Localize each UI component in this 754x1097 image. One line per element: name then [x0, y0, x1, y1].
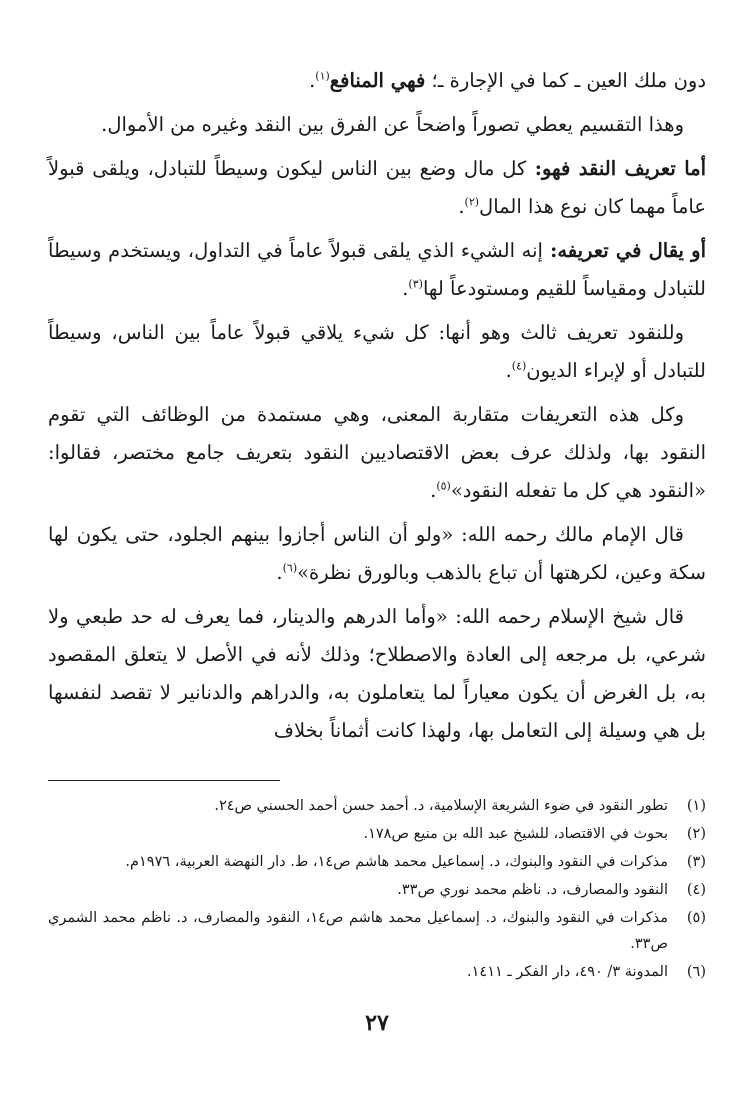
footnote-ref: (٥)	[436, 479, 451, 493]
bold-lead: أو يقال في تعريفه:	[542, 239, 706, 262]
paragraph-text: قال شيخ الإسلام رحمه الله: «وأما الدرهم والدينار، فما يعرف له حد طبعي ولا شرعي، بل مرجعه إلى العادة والاصطلاح؛ وذلك لأنه في الأصل لا يتعلق المقصود به، بل الغرض أن يكون معياراً لما يتعاملون به، والدراهم والدنانير لا تقصد لنفسها بل هي وسيلة إلى التعامل بها، ولهذا كانت أثماناً بخلاف	[48, 605, 706, 742]
sentence-end: .	[505, 359, 512, 382]
footnote-item	[48, 849, 706, 875]
footnote-number: (٥)	[686, 910, 706, 926]
paragraph	[48, 232, 706, 308]
sentence-end: .	[430, 479, 437, 502]
footnote-number: (١)	[686, 798, 706, 814]
paragraph	[48, 598, 706, 750]
footnote-text: تطور النقود في ضوء الشريعة الإسلامية، د. أحمد حسن أحمد الحسني ص٢٤.	[214, 798, 668, 814]
paragraph-text: كل مال وضع بين الناس ليكون وسيطاً للتبادل، ويلقى قبولاً عاماً مهما كان نوع هذا المال	[48, 157, 706, 218]
paragraph	[48, 314, 706, 390]
sentence-end: .	[309, 69, 316, 92]
footnote-separator-wrap	[48, 756, 706, 793]
page-number: ٢٧	[365, 1010, 389, 1036]
footnote-text: مذكرات في النقود والبنوك، د. إسماعيل محمد هاشم ص١٤، النقود والمصارف، د. ناظم محمد الشمري ص٣٣.	[48, 910, 668, 952]
footnote-number: (٤)	[686, 882, 706, 898]
footnote-text: النقود والمصارف، د. ناظم محمد نوري ص٣٣.	[397, 882, 668, 898]
sentence-end: .	[458, 195, 465, 218]
footnote-text: مذكرات في النقود والبنوك، د. إسماعيل محمد هاشم ص١٤، ط. دار النهضة العربية، ١٩٧٦م.	[125, 854, 668, 870]
sentence-end: .	[402, 277, 409, 300]
paragraph	[48, 62, 706, 100]
footnote-ref: (٢)	[464, 195, 480, 209]
footnote-item	[48, 793, 706, 819]
footnote-number: (٢)	[686, 826, 706, 842]
footnote-item	[48, 821, 706, 847]
main-text	[48, 62, 706, 750]
footnote-ref: (٣)	[408, 277, 423, 291]
footnote-text: بحوث في الاقتصاد، للشيخ عبد الله بن منيع ص١٧٨.	[363, 826, 668, 842]
paragraph-text: دون ملك العين ـ كما في الإجارة ـ؛	[425, 69, 706, 92]
footnote-ref: (٦)	[282, 561, 298, 575]
footnotes	[48, 793, 706, 985]
footnote-separator	[48, 780, 280, 781]
sentence-end: .	[276, 561, 283, 584]
paragraph	[48, 396, 706, 510]
footnote-text: المدونة ٣/ ٤٩٠، دار الفكر ـ ١٤١١.	[467, 964, 668, 980]
paragraph	[48, 106, 706, 144]
paragraph-text: إنه الشيء الذي يلقى قبولاً عاماً في التداول، ويستخدم وسيطاً للتبادل ومقياساً للقيم ومستودعاً لها	[48, 239, 706, 300]
paragraph-text: قال الإمام مالك رحمه الله: «ولو أن الناس أجازوا بينهم الجلود، حتى يكون لها سكة وعين، لكرهتها أن تباع بالذهب وبالورق نظرة»	[48, 523, 706, 584]
bold-phrase: فهي المنافع	[329, 69, 426, 92]
paragraph-text: وكل هذه التعريفات متقاربة المعنى، وهي مستمدة من الوظائف التي تقوم النقود بها، ولذلك عرف بعض الاقتصاديين النقود بتعريف جامع مختصر، فقالوا: «النقود هي كل ما تفعله النقود»	[48, 403, 706, 502]
footnote-number: (٦)	[686, 964, 706, 980]
paragraph-text: وهذا التقسيم يعطي تصوراً واضحاً عن الفرق بين النقد وغيره من الأموال.	[101, 113, 684, 136]
footnote-item	[48, 877, 706, 903]
footnote-item	[48, 959, 706, 985]
footnote-ref: (٤)	[511, 359, 527, 373]
bold-lead: أما تعريف النقد فهو:	[526, 157, 706, 180]
footnote-number: (٣)	[686, 854, 706, 870]
footnote-ref: (١)	[315, 69, 330, 83]
paragraph	[48, 150, 706, 226]
paragraph-text: وللنقود تعريف ثالث وهو أنها: كل شيء يلاقي قبولاً عاماً بين الناس، وسيطاً للتبادل أو لإبراء الديون	[48, 321, 706, 382]
footnote-item	[48, 905, 706, 957]
paragraph	[48, 516, 706, 592]
